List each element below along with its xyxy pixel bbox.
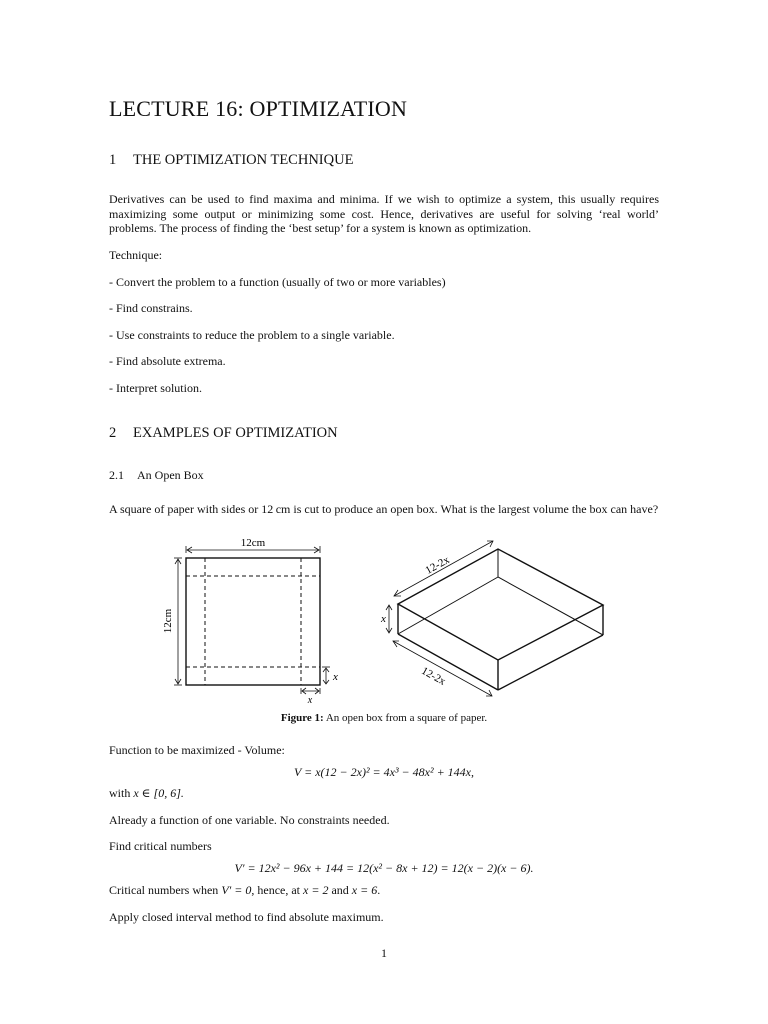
critical-label: Find critical numbers	[109, 839, 212, 853]
paper-square	[186, 558, 320, 685]
step-item: - Interpret solution.	[109, 381, 202, 395]
step-item: - Find absolute extrema.	[109, 354, 226, 368]
critical-numbers	[109, 883, 659, 898]
page-title: LECTURE 16: OPTIMIZATION	[109, 96, 408, 121]
function-label: Function to be maximized - Volume:	[109, 743, 285, 757]
closed-interval-note: Apply closed interval method to find absolute maximum.	[109, 910, 384, 924]
page-number: 1	[381, 946, 387, 960]
caption-label: Figure 1:	[280, 712, 324, 724]
domain-text: with	[109, 786, 134, 800]
subsection-2-1-heading	[109, 468, 204, 483]
open-box-diagram	[386, 541, 603, 696]
step-item: - Find constrains.	[109, 301, 193, 315]
section-1-intro: Derivatives can be used to find maxima and minima. If we wish to optimize a system, this usually requires maximizing some output or minimizing some cost. Hence, derivatives are useful for solving ‘real world’ problems. The process of finding the ‘best setup’ for a system is known as optimization.	[109, 192, 659, 236]
subsection-2-1-title: An Open Box	[137, 468, 204, 482]
cut-label: x	[333, 671, 338, 683]
domain-math: x ∈ [0, 6].	[133, 786, 184, 800]
section-2-number: 2	[109, 425, 117, 441]
cut-dimension-bottom	[301, 688, 320, 694]
problem-statement	[109, 502, 659, 517]
height-dimension	[174, 558, 182, 685]
one-variable-note: Already a function of one variable. No constraints needed.	[109, 813, 390, 827]
cut-dimension-right	[322, 667, 330, 684]
crit-math: V′ = 0	[221, 883, 252, 897]
cut-label-bottom: x	[307, 695, 313, 706]
paper-square-diagram	[174, 546, 330, 694]
box-inner-edges	[498, 549, 603, 635]
box-height-label: x	[381, 613, 386, 625]
derivative-equation: V′ = 12x² − 96x + 144 = 12(x² − 8x + 12) = 12(x − 2)(x − 6).	[234, 861, 534, 875]
section-1-heading	[109, 152, 353, 169]
crit-text: and	[328, 883, 352, 897]
figure-caption	[109, 712, 659, 724]
subsection-2-1-number: 2.1	[109, 468, 124, 482]
section-2-title: EXAMPLES OF OPTIMIZATION	[133, 425, 338, 441]
domain-line	[109, 786, 659, 801]
box-bottom-dimension	[393, 641, 492, 696]
problem-text: A square of paper with sides or	[109, 502, 262, 516]
crit-math: x = 2	[303, 883, 329, 897]
caption-text: An open box from a square of paper.	[323, 712, 488, 724]
crit-text: Critical numbers when	[109, 883, 222, 897]
crit-math: x = 6	[351, 883, 378, 897]
technique-label: Technique:	[109, 248, 163, 262]
section-1-title: THE OPTIMIZATION TECHNIQUE	[133, 152, 354, 168]
box-top-label: 12-2x	[423, 553, 452, 577]
problem-text: is cut to produce an open box. What is the largest volume the box can have?	[290, 502, 659, 516]
problem-value: 12 cm	[261, 502, 291, 516]
section-2-heading	[109, 425, 338, 442]
square-height-label: 12cm	[162, 608, 174, 634]
square-width-label: 12cm	[240, 537, 266, 549]
step-item: - Use constraints to reduce the problem to a single variable.	[109, 328, 395, 342]
volume-equation: V = x(12 − 2x)² = 4x³ − 48x² + 144x,	[293, 765, 475, 779]
box-bottom-label: 12-2x	[419, 664, 448, 688]
section-1-number: 1	[109, 152, 117, 168]
crit-text: , hence, at	[251, 883, 304, 897]
step-item: - Convert the problem to a function (usually of two or more variables)	[109, 275, 446, 289]
box-height-dimension	[386, 605, 392, 633]
figure-open-box	[0, 530, 768, 710]
cut-lines	[186, 558, 320, 685]
crit-text: .	[377, 883, 381, 897]
